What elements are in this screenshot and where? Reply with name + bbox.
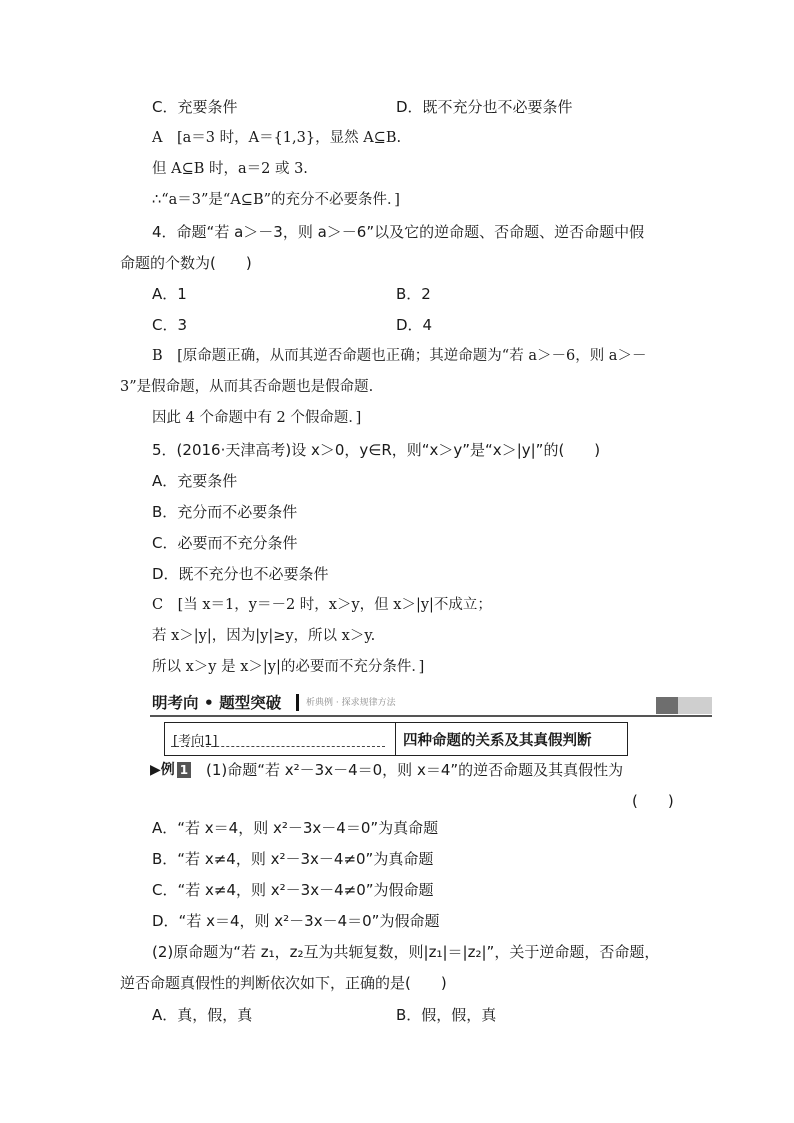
example-2-question: (2)原命题为“若 z₁，z₂互为共轭复数，则|z₁|＝|z₂|”，关于逆命题，否命题，	[152, 943, 660, 961]
question-4-option-c: C．3	[152, 316, 188, 334]
question-4-option-d: D．4	[396, 316, 433, 334]
banner-dark-block	[656, 697, 678, 714]
example-1-option-d: D．“若 x＝4，则 x²－3x－4＝0”为假命题	[152, 912, 440, 930]
topic-divider	[395, 723, 396, 755]
question-4-option-a: A．1	[152, 285, 187, 303]
banner-rule	[150, 715, 712, 717]
answer-4-cont: 3”是假命题，从而其否命题也是假命题.	[120, 379, 374, 395]
answer-line: 但 A⊆B 时，a＝2 或 3.	[152, 161, 308, 177]
example-tag	[150, 761, 191, 779]
section-title: 明考向 • 题型突破	[152, 694, 282, 712]
topic-title: 四种命题的关系及其真假判断	[403, 733, 592, 749]
example-1-paren: ( )	[632, 792, 674, 810]
example-2-option-b: B．假，假，真	[396, 1006, 497, 1024]
section-divider	[296, 694, 299, 711]
answer-5-cont: 若 x＞|y|，因为|y|≥y，所以 x＞y.	[152, 628, 376, 644]
example-2-question-cont: 逆否命题真假性的判断依次如下，正确的是( )	[120, 974, 447, 992]
answer-5: C [当 x＝1，y＝－2 时，x＞y，但 x＞|y|不成立；	[152, 597, 492, 613]
example-1-question: (1)命题“若 x²－3x－4＝0，则 x＝4”的逆否命题及其真假性为	[206, 761, 624, 779]
answer-line: A [a＝3 时，A＝{1,3}，显然 A⊆B.	[152, 130, 402, 146]
answer-5-cont: 所以 x＞y 是 x＞|y|的必要而不充分条件．]	[152, 659, 425, 675]
banner-light-block	[678, 697, 712, 714]
topic-dash-line	[171, 746, 385, 747]
answer-4: B [原命题正确，从而其逆否命题也正确；其逆命题为“若 a＞－6，则 a＞－	[152, 348, 647, 364]
question-4-stem: 4．命题“若 a＞－3，则 a＞－6”以及它的逆命题、否命题、逆否命题中假	[152, 223, 645, 241]
question-4-stem-cont: 命题的个数为( )	[120, 254, 252, 272]
example-1-option-c: C．“若 x≠4，则 x²－3x－4≠0”为假命题	[152, 881, 434, 899]
example-number: 1	[177, 762, 191, 778]
topic-box	[164, 722, 628, 756]
example-2-option-a: A．真，假，真	[152, 1006, 253, 1024]
example-1-option-b: B．“若 x≠4，则 x²－3x－4≠0”为真命题	[152, 850, 434, 868]
option-d: D．既不充分也不必要条件	[396, 98, 573, 116]
question-4-option-b: B．2	[396, 285, 431, 303]
question-5-option-a: A．充要条件	[152, 472, 238, 490]
example-1-option-a: A．“若 x＝4，则 x²－3x－4＝0”为真命题	[152, 819, 439, 837]
example-label: 例	[160, 762, 175, 778]
topic-label: [考向1]	[173, 734, 218, 749]
question-5-option-d: D．既不充分也不必要条件	[152, 565, 329, 583]
answer-4-cont: 因此 4 个命题中有 2 个假命题．]	[152, 410, 362, 426]
answer-line: ∴“a＝3”是“A⊆B”的充分不必要条件．]	[152, 192, 400, 208]
question-5-option-b: B．充分而不必要条件	[152, 503, 298, 521]
section-subtitle: 析典例 · 探求规律方法	[306, 698, 396, 708]
question-5-stem: 5．(2016·天津高考)设 x＞0，y∈R，则“x＞y”是“x＞|y|”的( )	[152, 441, 601, 459]
example-arrow-icon: ▶	[150, 762, 161, 778]
question-5-option-c: C．必要而不充分条件	[152, 534, 298, 552]
option-c: C．充要条件	[152, 98, 238, 116]
